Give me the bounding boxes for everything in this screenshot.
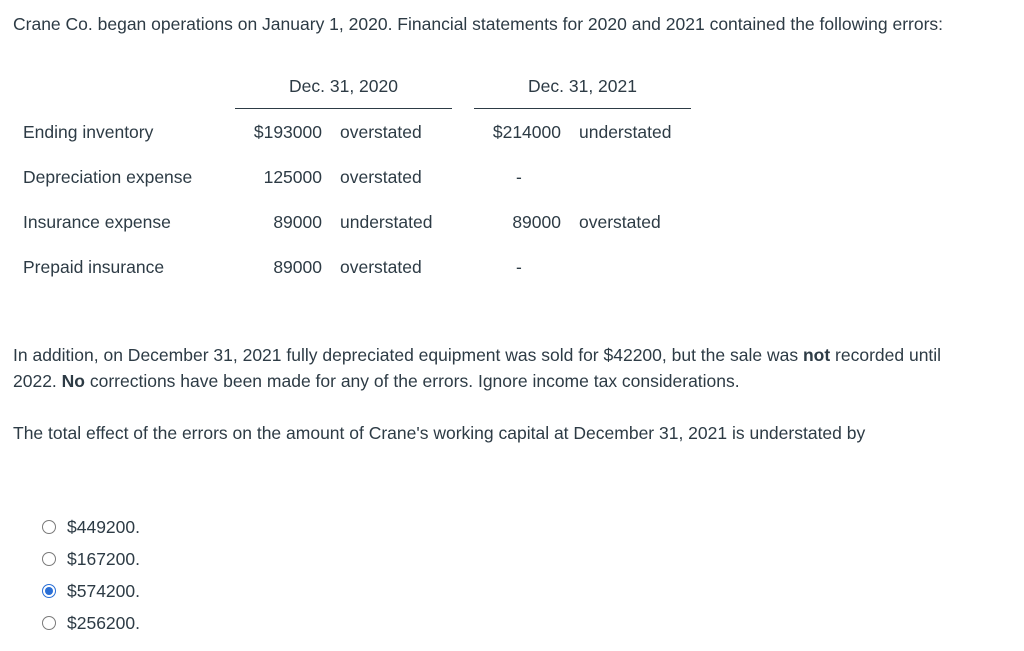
amount-2020: 89000 (273, 257, 322, 277)
row-label-insurance-expense: Insurance expense (23, 212, 171, 232)
amount-2020: 89000 (273, 212, 322, 232)
additional-info-line-2 (13, 368, 740, 394)
emphasis-no: No (61, 371, 85, 391)
additional-info-line-1 (13, 342, 941, 368)
status-2020: understated (340, 212, 433, 232)
answer-option-label: $574200. (67, 581, 140, 601)
radio-button[interactable] (42, 520, 56, 534)
amount-2020: $193000 (253, 122, 322, 142)
text-segment: recorded until (830, 345, 942, 365)
answer-option[interactable] (42, 575, 140, 607)
radio-button[interactable] (42, 552, 56, 566)
text-segment: 2022. (13, 371, 62, 391)
answer-options (42, 511, 140, 639)
amount-2021: 89000 (512, 212, 561, 232)
answer-option[interactable] (42, 511, 140, 543)
amount-2021: $214000 (492, 122, 561, 142)
status-2021: overstated (579, 212, 661, 232)
row-label-ending-inventory: Ending inventory (23, 122, 154, 142)
status-2020: overstated (340, 122, 422, 142)
question-text: The total effect of the errors on the amount of Crane's working capital at December 31, 2021 is understated by (13, 423, 866, 443)
row-label-prepaid-insurance: Prepaid insurance (23, 257, 165, 277)
column-header-2021: Dec. 31, 2021 (474, 74, 691, 109)
column-header-2020: Dec. 31, 2020 (235, 74, 452, 109)
status-2020: overstated (340, 257, 422, 277)
answer-option[interactable] (42, 543, 140, 575)
intro-text: Crane Co. began operations on January 1, 2020. Financial statements for 2020 and 2021 contained the following errors: (13, 14, 944, 34)
amount-2021-dash: - (516, 257, 522, 277)
answer-option[interactable] (42, 607, 140, 639)
status-2020: overstated (340, 167, 422, 187)
radio-button[interactable] (42, 616, 56, 630)
text-segment: corrections have been made for any of the errors. Ignore income tax considerations. (84, 371, 740, 391)
amount-2021-dash: - (516, 167, 522, 187)
radio-button-selected[interactable] (42, 584, 56, 598)
answer-option-label: $167200. (67, 549, 140, 569)
answer-option-label: $256200. (67, 613, 140, 633)
text-segment: In addition, on December 31, 2021 fully depreciated equipment was sold for $42200, but the sale was (13, 345, 803, 365)
status-2021: understated (579, 122, 672, 142)
row-label-depreciation-expense: Depreciation expense (23, 167, 193, 187)
amount-2020: 125000 (263, 167, 322, 187)
emphasis-not: not (802, 345, 831, 365)
answer-option-label: $449200. (67, 517, 140, 537)
